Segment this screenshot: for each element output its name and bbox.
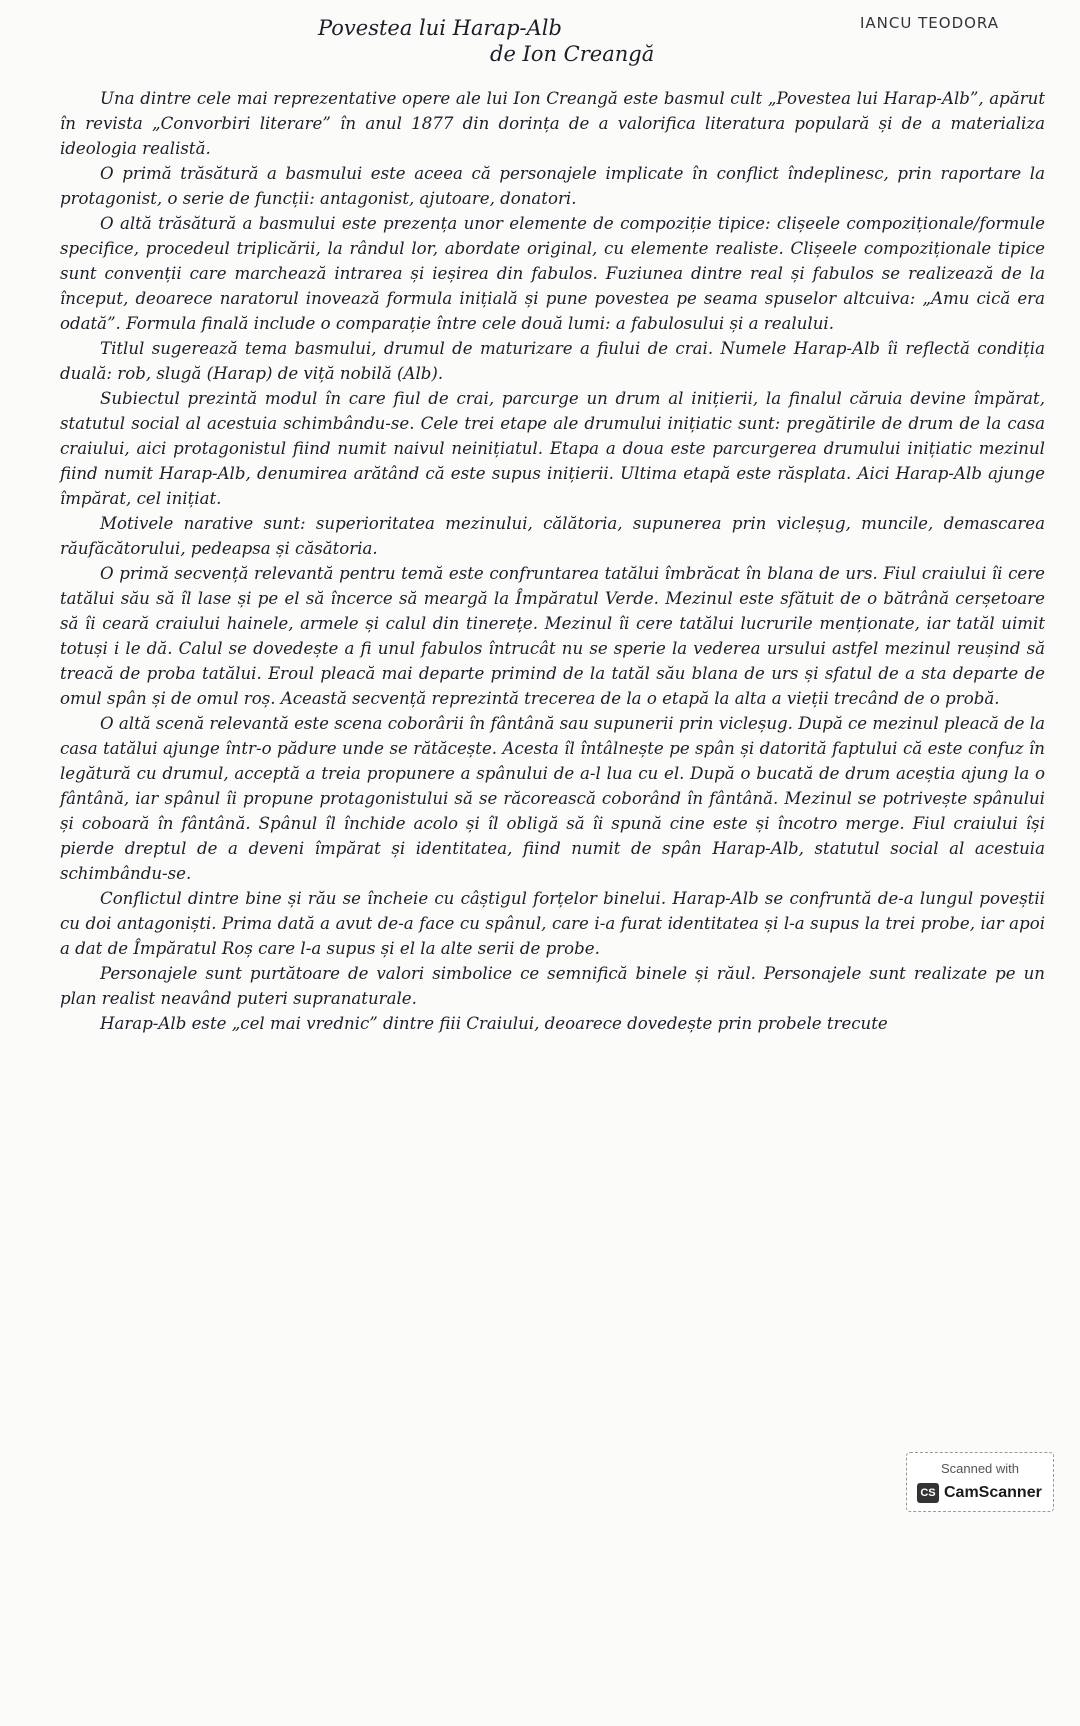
- essay-byline: de Ion Creangă: [490, 42, 655, 66]
- essay-title: Povestea lui Harap-Alb: [318, 16, 562, 40]
- student-name: IANCU TEODORA: [860, 14, 1000, 32]
- paragraph-characters: Personajele sunt purtătoare de valori simbolice ce semnifică binele și răul. Personajele sunt realizate pe un plan realist neavând puteri supranaturale.: [60, 964, 1045, 1008]
- camscanner-badge: [906, 1452, 1054, 1512]
- paragraph-sequence-1: O primă secvență relevantă pentru temă este confruntarea tatălui îmbrăcat în blana de urs. Fiul craiului îi cere tatălui său să îl lase și pe el să încerce să meargă la Împăratul Verde. Mezinul este sfătuit de o bătrână cerșetoare să îi ceară craiului hainele, armele și calul din tinerețe. Mezinul îi cere tatălui lucrurile menționate, iar tatăl uimit totuși i le dă. Calul se dovedește a fi unul fabulos întrucât nu se sperie la vederea ursului astfel mezinul reușind să treacă de proba tatălui. Eroul pleacă mai departe primind de la tatăl său blana de urs și sfatul de a sta departe de omul spân și de omul roș. Această secvență reprezintă trecerea de la o etapă la alta a vieții trecând de o probă.: [60, 564, 1045, 708]
- badge-brand: [917, 1481, 1042, 1505]
- paragraph-motifs: Motivele narative sunt: superioritatea mezinului, călătoria, supunerea prin vicleșug, muncile, demascarea răufăcătorului, pedeapsa și căsătoria.: [60, 514, 1045, 558]
- essay-body: [60, 86, 1045, 1726]
- paragraph-trait-1: O primă trăsătură a basmului este aceea că personajele implicate în conflict îndeplinesc, prin raportare la protagonist, o serie de funcții: antagonist, ajutoare, donatori.: [60, 164, 1045, 208]
- paragraph-trait-2: O altă trăsătură a basmului este prezența unor elemente de compoziție tipice: clișeele compoziționale/formule specifice, procedeul triplicării, la rândul lor, abordate original, cu elemente realiste. Clișeele compoziționale tipice sunt convenții care marchează intrarea și ieșirea din fabulos. Fuziunea dintre real și fabulos se realizează de la început, deoarece naratorul inovează formula inițială și pune povestea pe seama spuselor altcuiva: „Amu cică era odată”. Formula finală include o comparație între cele două lumi: a fabulosului și a realului.: [60, 214, 1045, 333]
- paragraph-intro: Una dintre cele mai reprezentative opere ale lui Ion Creangă este basmul cult „Povestea lui Harap-Alb”, apărut în revista „Convorbiri literare” în anul 1877 din dorința de a valorifica literatura populară și de a materializa ideologia realistă.: [60, 89, 1045, 158]
- camscanner-icon: CS: [917, 1483, 939, 1503]
- paragraph-sequence-2: O altă scenă relevantă este scena coborârii în fântână sau supunerii prin vicleșug. După ce mezinul pleacă de la casa tatălui ajunge într-o pădure unde se rătăcește. Acesta îl întâlnește pe spân și datorită faptului că este confuz în legătură cu drumul, acceptă a treia propunere a spânului de a-l lua cu el. După o bucată de drum aceștia ajung la o fântână, iar spânul îi propune protagonistului să se răcorească coborând în fântână. Mezinul se potrivește spânului și coboară în fântână. Spânul îl închide acolo și îl obligă să îi spună cine este și încotro merge. Fiul craiului își pierde dreptul de a deveni împărat și identitatea, fiind numit de spân Harap-Alb, statutul social al acestuia schimbându-se.: [60, 714, 1045, 883]
- paragraph-conflict: Conflictul dintre bine și rău se încheie cu câștigul forțelor binelui. Harap-Alb se confruntă de-a lungul poveștii cu doi antagoniști. Prima dată a avut de-a face cu spânul, care i-a furat identitatea și l-a supus la trei probe, iar apoi a dat de Împăratul Roș care l-a supus și el la alte serii de probe.: [60, 889, 1045, 958]
- paragraph-subject: Subiectul prezintă modul în care fiul de crai, parcurge un drum al inițierii, la finalul căruia devine împărat, statutul social al acestuia schimbându-se. Cele trei etape ale drumului inițiatic sunt: pregătirile de drum de la casa craiului, aici protagonistul fiind numit naivul neinițiatul. Etapa a doua este parcurgerea drumului inițiatic mezinul fiind numit Harap-Alb, denumirea arătând că este supus inițierii. Ultima etapă este răsplata. Aici Harap-Alb ajunge împărat, cel inițiat.: [60, 389, 1045, 508]
- badge-caption: Scanned with: [940, 1461, 1020, 1476]
- paragraph-harap-alb: Harap-Alb este „cel mai vrednic” dintre fiii Craiului, deoarece dovedește prin probele trecute: [100, 1014, 888, 1033]
- paragraph-title: Titlul sugerează tema basmului, drumul de maturizare a fiului de crai. Numele Harap-Alb îi reflectă condiția duală: rob, slugă (Harap) de viță nobilă (Alb).: [60, 339, 1045, 383]
- page-header: [0, 0, 1080, 80]
- badge-brand-name: CamScanner: [944, 1484, 1042, 1501]
